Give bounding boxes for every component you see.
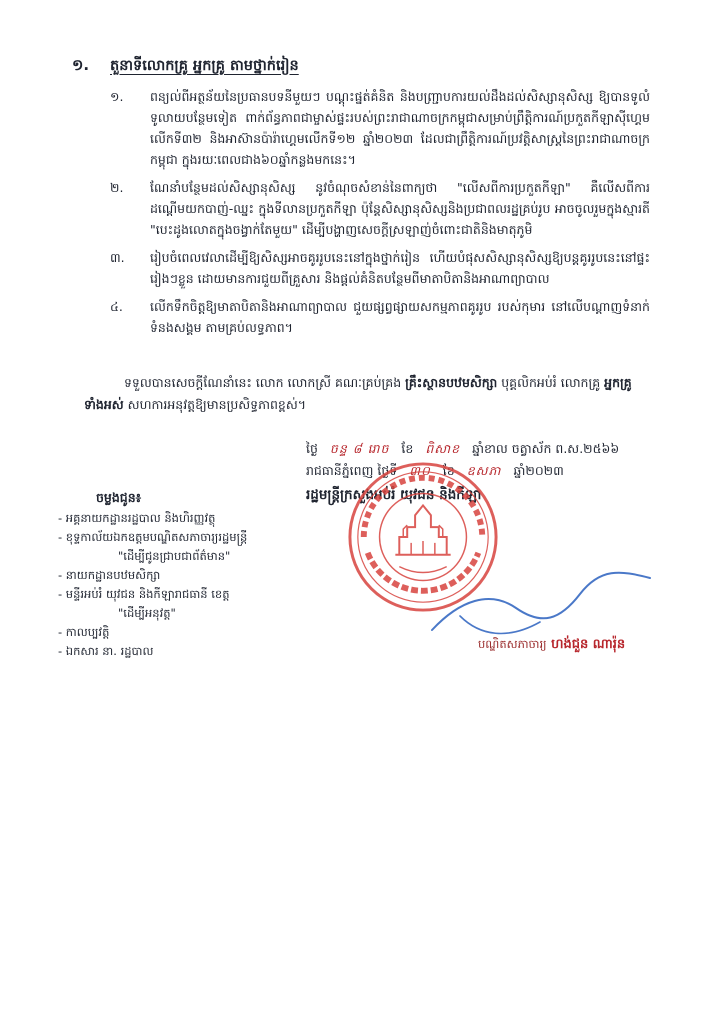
closing-text: សហការអនុវត្តឱ្យមានប្រសិទ្ធភាពខ្ពស់។	[123, 397, 307, 412]
list-item	[110, 86, 650, 170]
closing-bold-teachers: អ្នកគ្រូទាំងអស់	[84, 375, 632, 412]
section-title: តួនាទីលោកគ្រូ អ្នកគ្រូ តាមថ្នាក់រៀន	[110, 58, 299, 74]
cc-item: - ខុទ្ទកាល័យឯកឧត្តមបណ្ឌិតសភាចារ្យរដ្ឋមន្ត្រី	[58, 530, 248, 544]
list-item	[110, 177, 650, 240]
item-number: ២.	[110, 180, 124, 195]
signer-name: ហង់ជួន ណារ៉ុន	[551, 637, 626, 652]
item-text: ណែនាំបន្ថែមដល់សិស្សានុសិស្ស នូវចំណុចសំខាន់នៃពាក្យថា "លើសពីការប្រកួតកីឡា" គឺលើសពីការដណ្ដើមយកបាញ់-ឈ្នះ ក្នុងទីលានប្រកួតកីឡា ប៉ុន្តែសិស្សានុសិស្សនិងប្រជាពលរដ្ឋគ្រប់រូប អាចចូលរួមក្នុងស្មារតី "បេះដូងលោតក្នុងចង្វាក់តែមួយ" ដើម្បីបង្ហាញសេចក្ដីស្រឡាញ់ចំពោះជាតិនិងមាតុភូមិ	[150, 180, 650, 237]
item-number: ៣.	[110, 250, 125, 265]
place-year: ឆ្នាំ២០២៣	[513, 463, 564, 478]
year-text: ឆ្នាំខាល ចត្វាស័ក ព.ស.២៥៦៦	[472, 441, 620, 456]
cc-item-note: "ដើម្បីជូនជ្រាបជាព័ត៌មាន"	[118, 549, 231, 563]
month-label: ខែ	[401, 441, 414, 456]
cc-item: - នាយកដ្ឋានបឋមសិក្សា	[58, 568, 161, 582]
minister-title: រដ្ឋមន្ត្រីក្រសួងអប់រំ យុវជន និងកីឡា	[306, 487, 482, 503]
item-text: លើកទឹកចិត្តឱ្យមាតាបិតានិងអាណាព្យាបាល ជួយផ្សព្វផ្សាយសកម្មភាពគូររូប របស់កុមារ នៅលើបណ្ដាញទំនាក់ទំនងសង្គម តាមគ្រប់លទ្ធភាព។	[150, 299, 650, 335]
closing-text: បុគ្គលិកអប់រំ លោកគ្រូ	[497, 375, 605, 390]
cc-title: ចម្លងជូន៖	[96, 490, 142, 505]
item-number: ៤.	[110, 299, 123, 314]
place-month: ឧសភា	[466, 463, 502, 478]
section-heading	[72, 56, 672, 78]
section-number: ១.	[72, 56, 90, 74]
duty-list	[110, 86, 650, 345]
cc-item: - មន្ទីរអប់រំ យុវជន និងកីឡារាជធានី ខេត្ត	[58, 587, 230, 601]
place-text: រាជធានីភ្នំពេញ ថ្ងៃទី	[306, 463, 398, 478]
list-item	[110, 247, 650, 289]
item-text: រៀបចំពេលវេលាដើម្បីឱ្យសិស្សអាចគូររូបនេះនៅក្នុងថ្នាក់រៀន ហើយបំផុសសិស្សានុសិស្សឱ្យបន្តគូររូបនេះនៅផ្ទះរៀងៗខ្លួន ដោយមានការជួយពីគ្រួសារ និងផ្ដល់គំនិតបន្ថែមពីមាតាបិតានិងអាណាព្យាបាល	[150, 250, 650, 286]
item-number: ១.	[110, 89, 124, 104]
day-label: ថ្ងៃ	[306, 441, 318, 456]
cc-item: - កាលប្បវត្តិ	[58, 625, 110, 639]
cc-item: - អគ្គនាយកដ្ឋានរដ្ឋបាល និងហិរញ្ញវត្ថុ	[58, 511, 216, 525]
item-text: ពន្យល់ពីអត្ថន័យនៃប្រធានបទនីមួយៗ បណ្ដុះផ្នត់គំនិត និងបញ្ជ្រាបការយល់ដឹងដល់សិស្សានុសិស្ស ឱ្យបានទូលំទូលាយបន្ថែមទៀត ពាក់ព័ន្ធភាពជាម្ចាស់ផ្ទះរបស់ព្រះរាជាណាចក្រកម្ពុជាសម្រាប់ព្រឹត្តិការណ៍ប្រកួតកីឡាស៊ីហ្គេមលើកទី៣២ និងអាស៊ានប៉ារ៉ាហ្គេមលើកទី១២ ឆ្នាំ២០២៣ ដែលជាព្រឹត្តិការណ៍ប្រវត្តិសាស្ត្រនៃព្រះរាជាណាចក្រកម្ពុជា ក្នុងរយៈពេលជាង៦០ឆ្នាំកន្លងមកនេះ។	[150, 89, 650, 167]
place-day: ៣០	[409, 463, 431, 478]
month-value: ពិសាខ	[425, 441, 461, 456]
closing-bold-institution: គ្រឹះស្ថានបឋមសិក្សា	[405, 375, 498, 390]
list-item	[110, 296, 650, 338]
place-month-label: ខែ	[442, 463, 455, 478]
cc-item: - ឯកសារ នា. រដ្ឋបាល	[58, 644, 154, 658]
day-value: ចន្ទ ៨ រោច	[329, 441, 390, 456]
lunar-date	[306, 438, 666, 460]
cc-item-note: "ដើម្បីអនុវត្ត"	[118, 606, 176, 620]
closing-text: ទទួលបានសេចក្ដីណែនាំនេះ លោក លោកស្រី គណៈគ្រប់គ្រង	[124, 375, 406, 390]
closing-paragraph	[84, 372, 650, 416]
cc-list	[58, 488, 318, 661]
signer-rank: បណ្ឌិតសភាចារ្យ	[478, 637, 547, 651]
signer	[478, 636, 625, 655]
